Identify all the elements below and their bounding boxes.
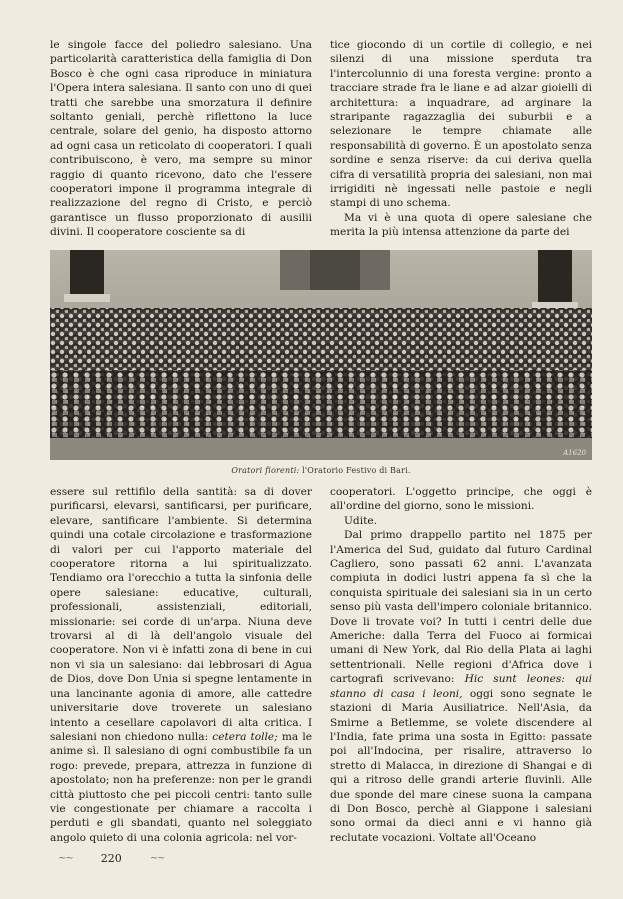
paragraph — [330, 528, 592, 845]
ornament-left: ~~ — [58, 853, 73, 864]
photo-caption — [50, 466, 592, 475]
paragraph-text: ma le anime sì. Il salesiano di ogni combustibile fa un rogo: prevede, prepara, attrezza in funzione di apostolato; non ha preferenze: non per le grandi città piuttosto che pei piccoli centri: tanto sulle vie congestionate per chiamare a raccolta i perduti e gli sbandati, quanto nel soleggiato angolo quieto di una colonia agricola: nel vor- — [50, 730, 312, 844]
photo-illustration — [50, 250, 592, 460]
paragraph: tice giocondo di un cortile di collegio, e nei silenzi di una missione sperduta tra l'intercolunnio di una foresta vergine: pronto a tracciare strade fra le liane e ad alzar gioielli di architettura: a inquadrare, ad arginare la straripante ragazzaglia dei suburbii e a selezionare le tempre chiamate alle responsabilità di governo. È un apostolato senza sordine e senza riserve: da cui deriva quella cifra di versatilità propria dei salesiani, non mai irrigiditi nè ingessati nelle pastoie e negli stampi di uno schema. — [330, 39, 592, 210]
text-column-bottom-left — [50, 485, 312, 845]
latin-phrase: cetera tolle; — [212, 730, 278, 743]
photo-credit: A1620 — [563, 449, 586, 457]
ornament-right: ~~ — [149, 853, 165, 864]
caption-italic: Oratori fiorenti: — [231, 466, 300, 475]
paragraph: cooperatori. L'oggetto principe, che oggi è all'ordine del giorno, sono le missioni. — [330, 486, 592, 513]
paragraph: Ma vi è una quota di opere salesiane che merita la più intensa attenzione da parte dei — [330, 211, 592, 239]
text-column-top-left — [50, 38, 312, 240]
text-column-top-right — [330, 38, 592, 240]
paragraph: Udite. — [344, 514, 377, 527]
page-number: 220 — [100, 852, 122, 865]
paragraph-text: Dal primo drappello partito nel 1875 per l'America del Sud, guidato dal futuro Cardinal Cagliero, sono passati 62 anni. L'avanzata compiuta in dodici lustri appena fa sì che la conquista spirituale dei salesiani sia in un certo senso più vasta dell'impero coloniale britannico. Dove li trovate voi? In tutti i centri delle due Americhe: dalla Terra del Fuoco ai formicai umani di New York, dal Rio della Plata ai laghi settentrionali. Nelle regioni d'Africa dove i cartografi scrivevano: — [330, 529, 592, 686]
text-column-bottom-right — [330, 485, 592, 845]
paragraph: le singole facce del poliedro salesiano. Una particolarità caratteristica della famiglia di Don Bosco è che ogni casa riproduce in miniatura l'Opera intera salesiana. Il santo con uno di quei tratti che sarebbe una smorzatura il definire soltanto geniali, perchè riflettono la luce centrale, solare del genio, ha disposto attorno ad ogni casa un reticolato di cooperatori. I quali contribuiscono, è vero, ma sempre su minor raggio di quanto ricevono, dato che l'essere cooperatori impone il programma integrale di realizzazione del regno di Cristo, e perciò garantisce un flusso proporzionato di ausilii divini. Il cooperatore cosciente sa di — [50, 39, 312, 239]
paragraph-text: essere sul rettifilo della santità: sa di dover purificarsi, elevarsi, santificarsi, per purificare, elevare, santificare l'ambiente. Si determina quindi una cotale circolazione e trasformazione di valori per cui l'apporto materiale del cooperatore ritorna a lui spiritualizzato. Tendiamo ora l'orecchio a tutta la sinfonia delle opere salesiane: educative, culturali, professionali, assistenziali, editoriali, missionarie: sei corde di un'arpa. Niuna deve trovarsi al di là dell'angolo visuale del cooperatore. Non vi è infatti zona di bene in cui non vi sia un salesiano: dai lebbrosari di Agua de Dios, dove Don Unia si spegne lentamente in una lancinante agonia di amore, alle cattedre universitarie dove troverete un salesiano intento a cesellare capolavori di alta critica. I salesiani non chiedono nulla: — [50, 486, 312, 743]
paragraph-text: oggi sono segnate le stazioni di Maria Ausiliatrice. Nell'Asia, da Smirne a Betlemme, se volete discendere al l'India, fate prima una sosta in Egitto: passate poi all'Indocina, per risalire, attraverso lo stretto di Malacca, in direzione di Shangai e di qui a ritroso delle grandi arterie fluvinli. Alle due sponde del mare cinese suona la campana di Don Bosco, perchè al Giappone i salesiani sono ormai da dieci anni e vi hanno già reclutate vocazioni. Voltate all'Oceano — [330, 687, 592, 844]
page-footer — [58, 852, 165, 865]
group-photograph — [50, 250, 592, 460]
paragraph — [50, 485, 312, 845]
latin-phrase: Hic sunt leones: qui stanno di casa i leoni, — [330, 673, 592, 700]
caption-text: l'Oratorio Festivo di Bari. — [299, 466, 411, 475]
